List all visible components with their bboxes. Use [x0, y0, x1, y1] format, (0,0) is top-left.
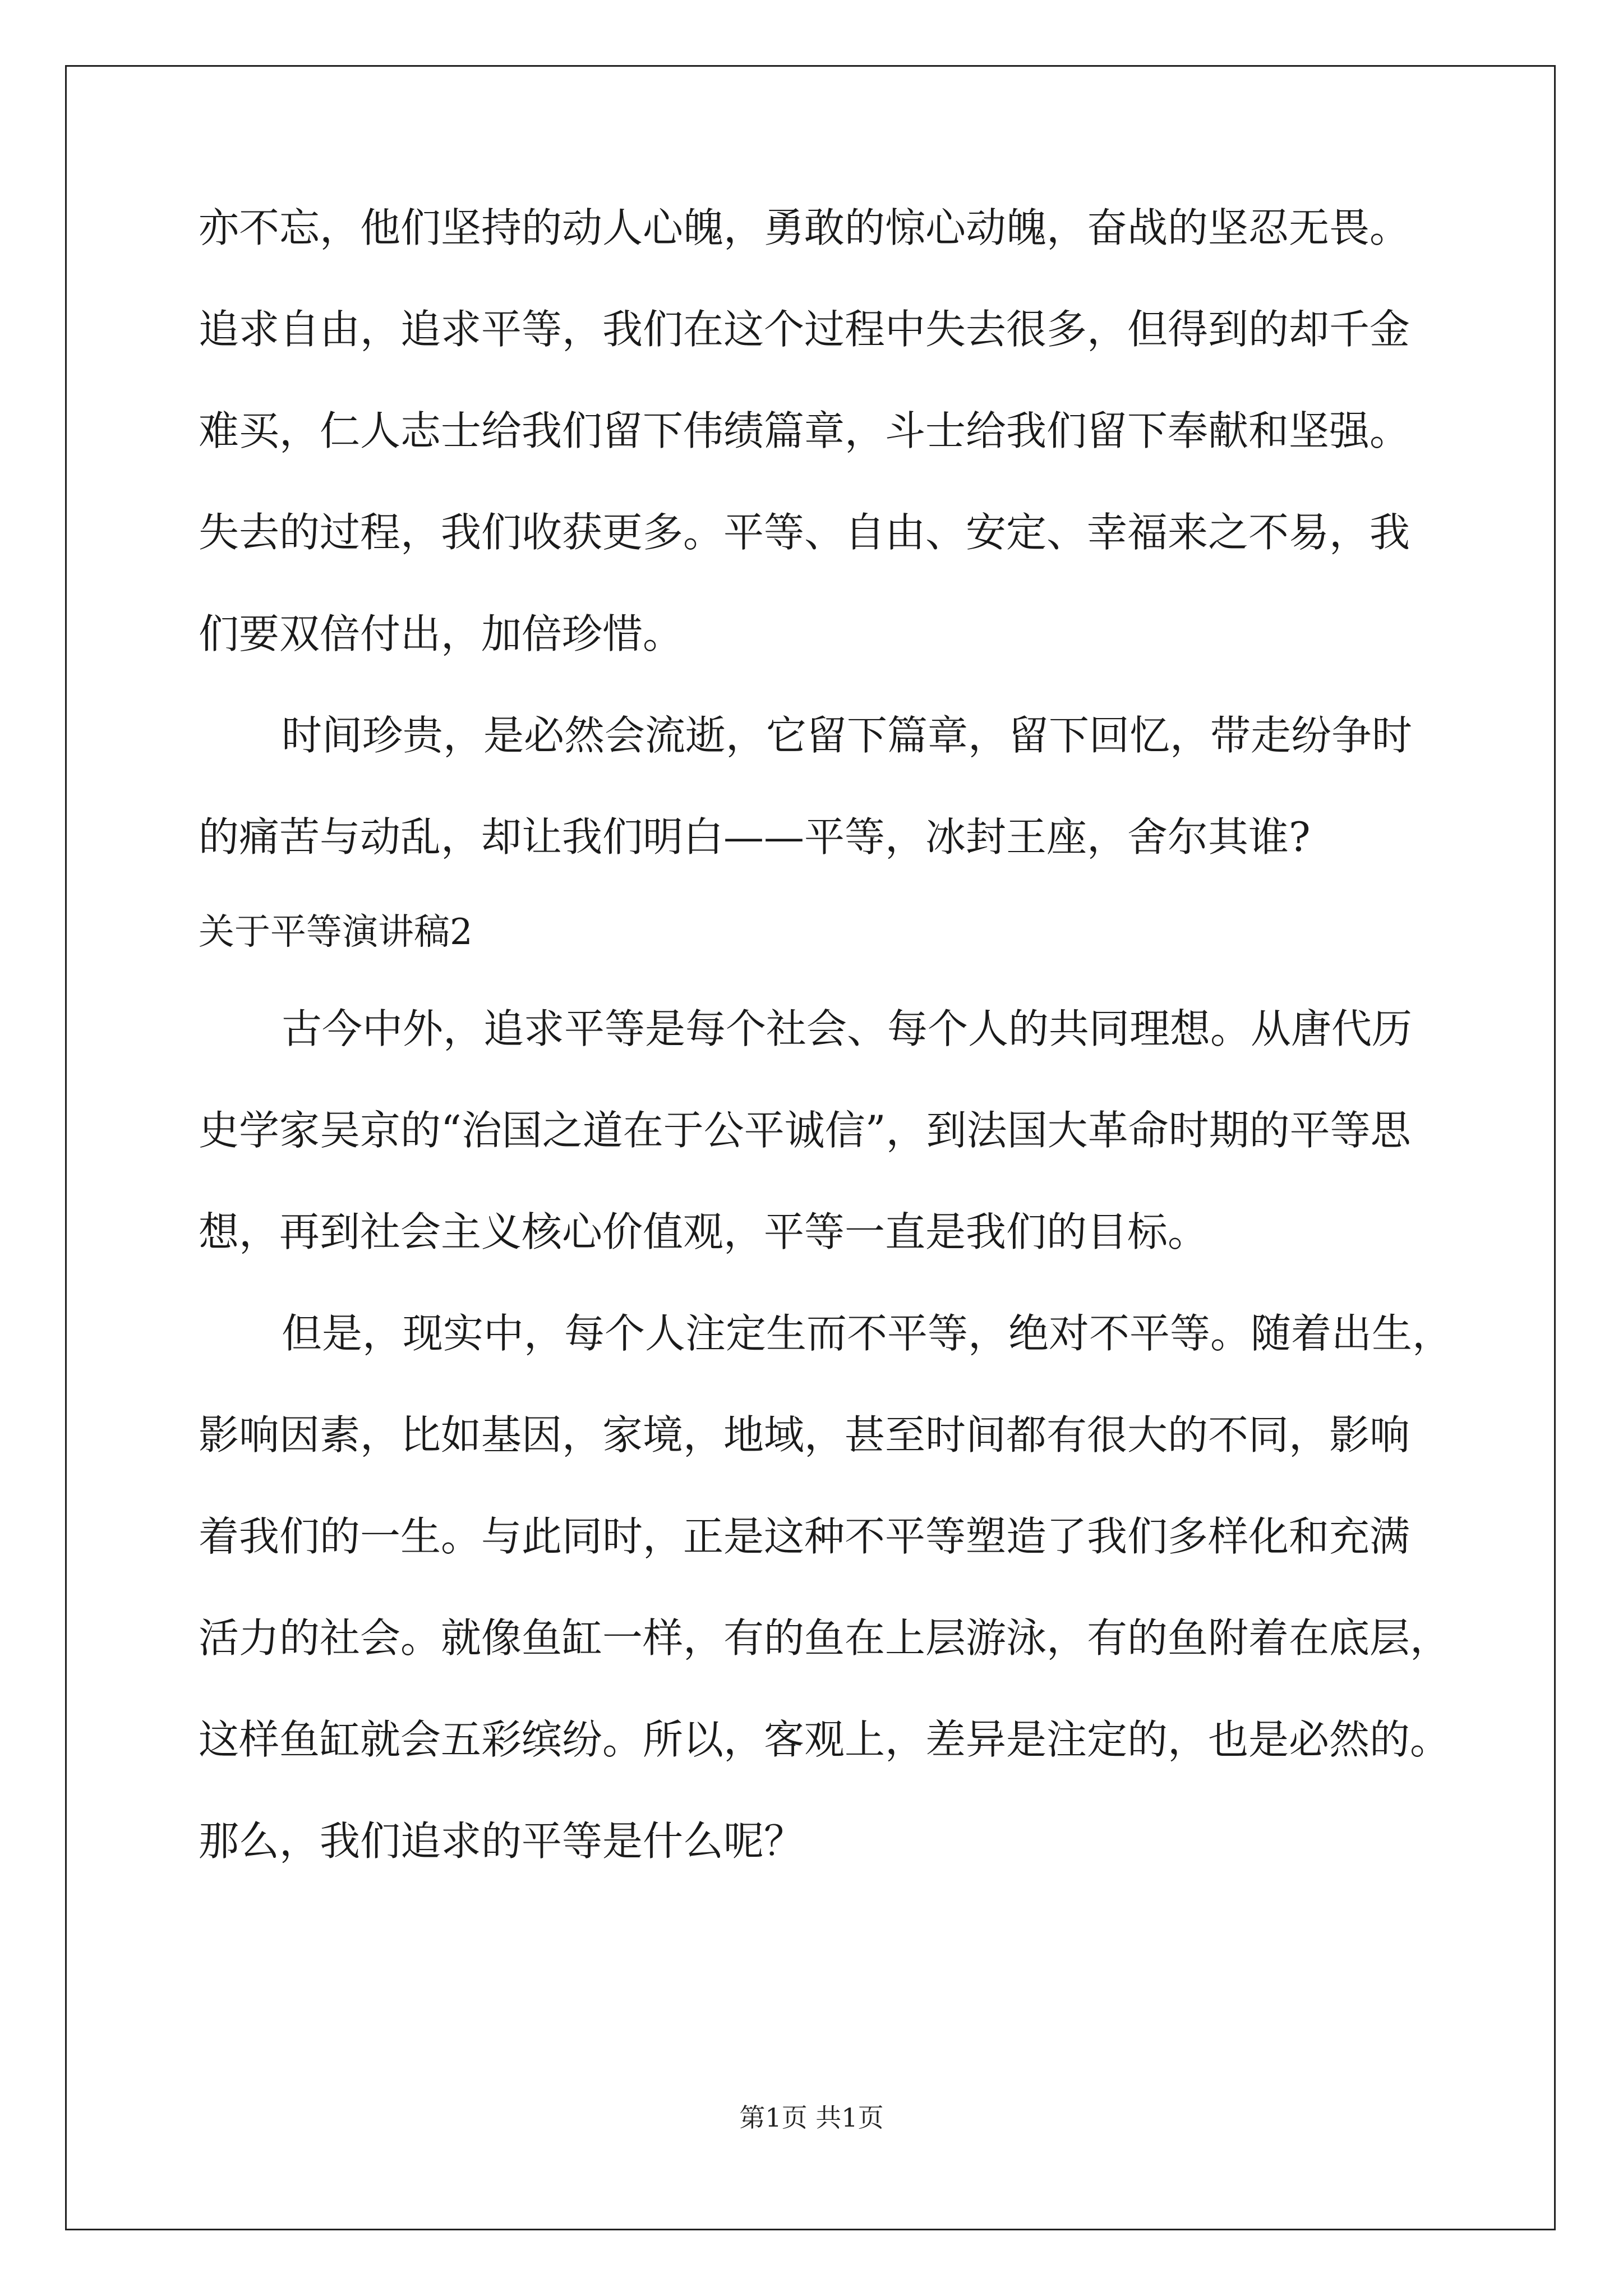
- text-line: 着我们的一生。与此同时，正是这种不平等塑造了我们多样化和充满: [199, 1513, 1410, 1560]
- text-line: 史学家吴京的“治国之道在于公平诚信”，到法国大革命时期的平等思: [199, 1107, 1411, 1154]
- text-line: 失去的过程，我们收获更多。平等、自由、安定、幸福来之不易，我: [199, 509, 1410, 556]
- text-line: 的痛苦与动乱，却让我们明白——平等，冰封王座，舍尔其谁?: [199, 813, 1311, 861]
- text-line: 但是，现实中，每个人注定生而不平等，绝对不平等。随着出生，: [282, 1310, 1453, 1357]
- section-heading: 关于平等演讲稿2: [199, 912, 473, 953]
- text-line: 那么，我们追求的平等是什么呢？: [199, 1818, 805, 1865]
- text-line: 亦不忘，他们坚持的动人心魄，勇敢的惊心动魄，奋战的坚忍无畏。: [199, 204, 1410, 251]
- text-line: 难买，仁人志士给我们留下伟绩篇章，斗士给我们留下奉献和坚强。: [199, 407, 1410, 454]
- text-line: 活力的社会。就像鱼缸一样，有的鱼在上层游泳，有的鱼附着在底层，: [199, 1614, 1451, 1662]
- page-number: 第1页 共1页: [739, 2102, 884, 2133]
- text-line: 们要双倍付出，加倍珍惜。: [199, 610, 684, 657]
- text-line: 想，再到社会主义核心价值观，平等一直是我们的目标。: [199, 1208, 1209, 1255]
- text-line: 古今中外，追求平等是每个社会、每个人的共同理想。从唐代历: [282, 1005, 1413, 1052]
- text-line: 时间珍贵，是必然会流逝，它留下篇章，留下回忆，带走纷争时: [282, 712, 1413, 759]
- text-line: 这样鱼缸就会五彩缤纷。所以，客观上，差异是注定的，也是必然的。: [199, 1716, 1451, 1763]
- text-line: 追求自由，追求平等，我们在这个过程中失去很多，但得到的却千金: [199, 306, 1410, 353]
- text-line: 影响因素，比如基因，家境，地域，甚至时间都有很大的不同，影响: [199, 1411, 1410, 1458]
